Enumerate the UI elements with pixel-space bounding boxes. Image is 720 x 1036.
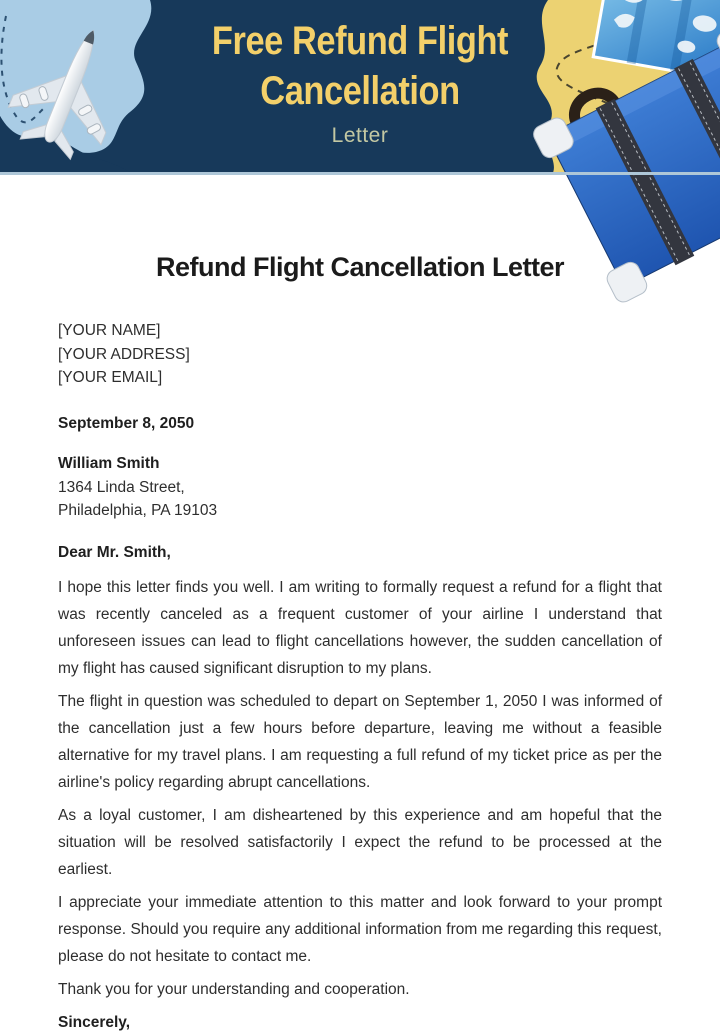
letter-paragraph-2: The flight in question was scheduled to depart on September 1, 2050 I was informed of the cancellation just a few hours before departure, leaving me without a feasible alternative for my travel plans. I am requesting a full refund of my ticket price as per the airline's policy regarding abrupt cancellations. <box>58 693 662 791</box>
template-banner <box>0 0 720 175</box>
banner-title-line2: Cancellation <box>260 69 460 113</box>
banner-title <box>50 16 669 116</box>
recipient-city: Philadelphia, PA 19103 <box>58 502 218 519</box>
sender-email-placeholder: [YOUR EMAIL] <box>58 369 163 386</box>
recipient-street: 1364 Linda Street, <box>58 478 185 496</box>
closing-thanks: Thank you for your understanding and cooperation. <box>58 981 410 998</box>
banner-title-line1: Free Refund Flight <box>211 19 509 63</box>
document-title: Refund Flight Cancellation Letter <box>155 252 564 282</box>
salutation: Dear Mr. Smith, <box>58 543 171 561</box>
sender-address-placeholder: [YOUR ADDRESS] <box>58 345 190 363</box>
letter-paragraph-3: As a loyal customer, I am disheartened by this experience and am hopeful that the situation will be resolved satisfactorily I expect the refund to be processed at the earliest. <box>58 807 662 878</box>
letter-document <box>0 249 720 1036</box>
banner-subtitle: Letter <box>331 124 389 147</box>
letter-paragraph-4: I appreciate your immediate attention to this matter and look forward to your prompt response. Should you require any additional information from me regarding this request, please do not hesitate to contact me. <box>58 894 662 965</box>
recipient-block <box>58 452 662 523</box>
letter-paragraph-1: I hope this letter finds you well. I am writing to formally request a refund for a flight that was recently canceled as a frequent customer of your airline I understand that unforeseen issues can lead to flight cancellations however, the sudden cancellation of my flight has caused significant disruption to my plans. <box>58 579 662 677</box>
letter-date: September 8, 2050 <box>58 414 195 432</box>
banner-bottom-rule <box>0 172 720 175</box>
recipient-name: William Smith <box>58 455 160 472</box>
signoff: Sincerely, <box>58 1014 131 1031</box>
sender-name-placeholder: [YOUR NAME] <box>58 322 161 339</box>
sender-placeholder-block <box>58 319 662 390</box>
banner-text-block <box>0 16 720 148</box>
